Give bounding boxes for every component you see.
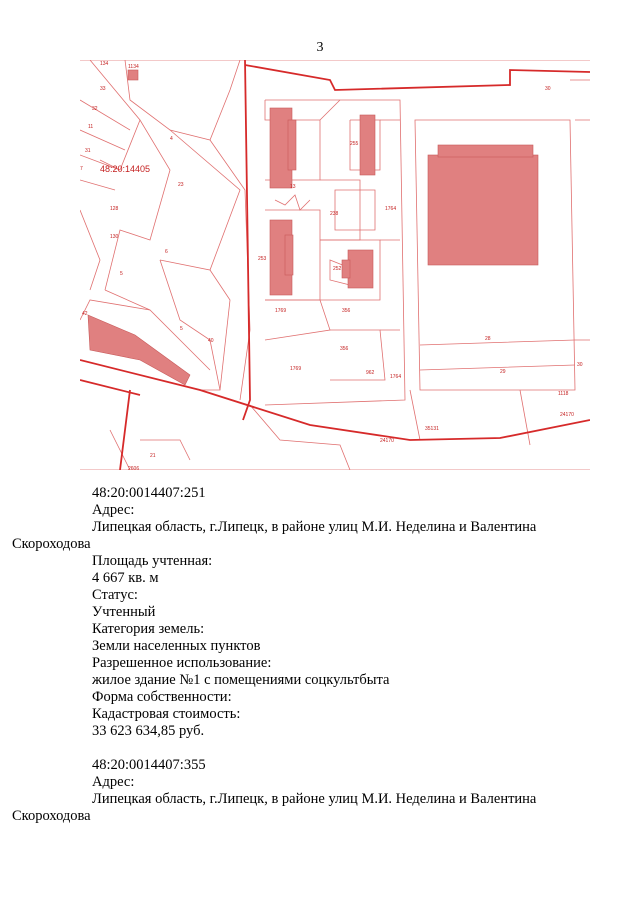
svg-text:134: 134 — [100, 61, 109, 67]
svg-text:28: 28 — [485, 336, 491, 342]
cadastral-value-label: Кадастровая стоимость: — [92, 706, 241, 722]
svg-text:253: 253 — [258, 256, 267, 262]
svg-text:13: 13 — [290, 184, 296, 190]
svg-text:1769: 1769 — [290, 366, 302, 372]
area-label: Площадь учтенная: — [92, 553, 213, 569]
svg-text:6: 6 — [165, 249, 168, 255]
status-value: Учтенный — [92, 604, 156, 620]
block-label: 48:20:14405 — [100, 164, 151, 174]
svg-text:1764: 1764 — [390, 374, 402, 380]
svg-text:252: 252 — [333, 266, 342, 272]
map-labels — [80, 61, 583, 470]
svg-text:30: 30 — [577, 362, 583, 368]
svg-text:32: 32 — [92, 106, 98, 112]
svg-text:40: 40 — [208, 338, 214, 344]
cadastral-number: 48:20:0014407:251 — [92, 485, 206, 501]
svg-text:1769: 1769 — [275, 308, 287, 314]
svg-text:356: 356 — [340, 346, 349, 352]
svg-text:24170: 24170 — [380, 438, 394, 444]
svg-text:356: 356 — [342, 308, 351, 314]
svg-text:1764: 1764 — [385, 206, 397, 212]
buildings — [88, 70, 538, 385]
address-value: Липецкая область, г.Липецк, в районе улиц М.И. Неделина и Валентина Скороходова — [12, 519, 537, 552]
address-value: Липецкая область, г.Липецк, в районе улиц М.И. Неделина и Валентина Скороходова — [12, 791, 537, 824]
svg-text:30: 30 — [545, 86, 551, 92]
svg-text:255: 255 — [350, 141, 359, 147]
cadastral-number: 48:20:0014407:355 — [92, 757, 206, 773]
svg-text:130: 130 — [110, 234, 119, 240]
record-1 — [12, 485, 588, 825]
status-label: Статус: — [92, 587, 138, 603]
svg-text:35131: 35131 — [425, 426, 439, 432]
svg-text:1118: 1118 — [558, 391, 569, 397]
permitted-use-label: Разрешенное использование: — [92, 655, 272, 671]
cadastral-value: 33 623 634,85 руб. — [92, 723, 205, 739]
svg-text:962: 962 — [366, 370, 375, 376]
svg-text:42: 42 — [82, 311, 88, 317]
address-label: Адрес: — [92, 502, 135, 518]
svg-text:128: 128 — [110, 206, 119, 212]
permitted-use-value: жилое здание №1 с помещениями соцкультбыта — [92, 672, 390, 688]
svg-text:21: 21 — [150, 453, 156, 459]
page-number: 3 — [316, 40, 324, 55]
svg-text:31: 31 — [85, 148, 91, 154]
svg-text:1134: 1134 — [128, 64, 139, 70]
svg-text:33: 33 — [100, 86, 106, 92]
cadastral-map — [80, 60, 590, 470]
address-label: Адрес: — [92, 774, 135, 790]
svg-text:24170: 24170 — [560, 412, 574, 418]
svg-text:7: 7 — [80, 166, 83, 172]
ownership-label: Форма собственности: — [92, 689, 232, 705]
svg-text:4: 4 — [170, 136, 173, 142]
land-category-value: Земли населенных пунктов — [92, 638, 261, 654]
land-category-label: Категория земель: — [92, 621, 205, 637]
svg-text:5: 5 — [120, 271, 123, 277]
svg-text:11: 11 — [88, 124, 94, 130]
area-value: 4 667 кв. м — [92, 570, 159, 586]
svg-text:238: 238 — [330, 211, 339, 217]
svg-text:2606: 2606 — [128, 466, 140, 470]
svg-text:5: 5 — [180, 326, 183, 332]
svg-text:23: 23 — [178, 182, 184, 188]
svg-text:29: 29 — [500, 369, 506, 375]
